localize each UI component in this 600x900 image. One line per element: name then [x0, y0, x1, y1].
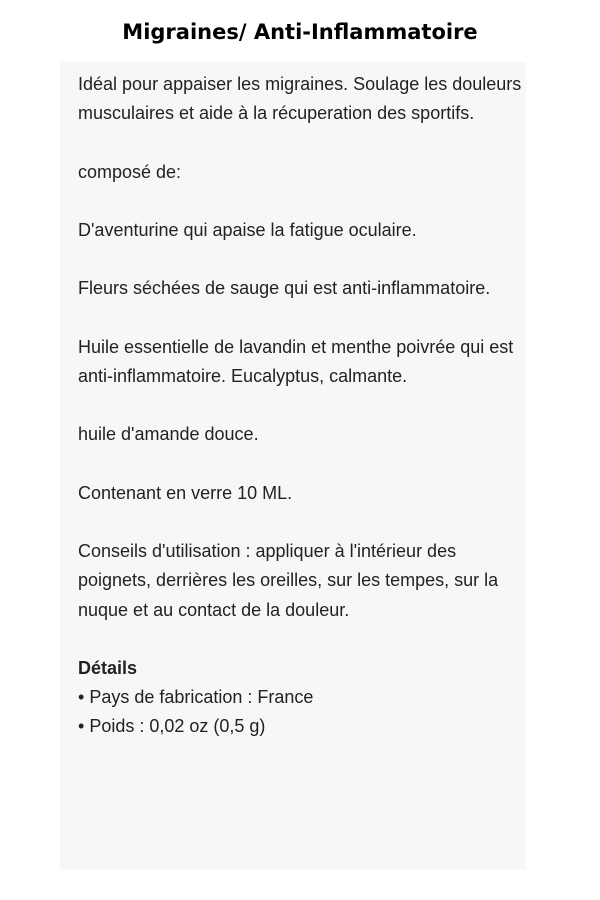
- ingredient-aventurine: D'aventurine qui apaise la fatigue oculaire.: [78, 219, 417, 240]
- usage-advice: Conseils d'utilisation : appliquer à l'intérieur des poignets, derrières les oreilles, sur les tempes, sur la nuque et au contact de la douleur.: [78, 541, 499, 620]
- page-title: Migraines/ Anti-Inflammatoire: [122, 20, 478, 44]
- intro-paragraph: Idéal pour appaiser les migraines. Soulage les douleurs musculaires et aide à la récuperation des sportifs.: [78, 74, 522, 124]
- details-item-weight: • Poids : 0,02 oz (0,5 g): [78, 712, 523, 741]
- details-list: [78, 683, 523, 741]
- ingredient-almond-oil: huile d'amande douce.: [78, 424, 259, 445]
- composition-label: composé de:: [78, 161, 182, 182]
- ingredient-essential-oils: Huile essentielle de lavandin et menthe poivrée qui est anti-inflammatoire. Eucalyptus, calmante.: [78, 336, 514, 386]
- details-item-country: • Pays de fabrication : France: [78, 683, 523, 712]
- details-heading: Détails: [78, 657, 138, 678]
- container-info: Contenant en verre 10 ML.: [78, 482, 293, 503]
- ingredient-sage: Fleurs séchées de sauge qui est anti-inflammatoire.: [78, 278, 491, 299]
- product-description: [78, 70, 523, 742]
